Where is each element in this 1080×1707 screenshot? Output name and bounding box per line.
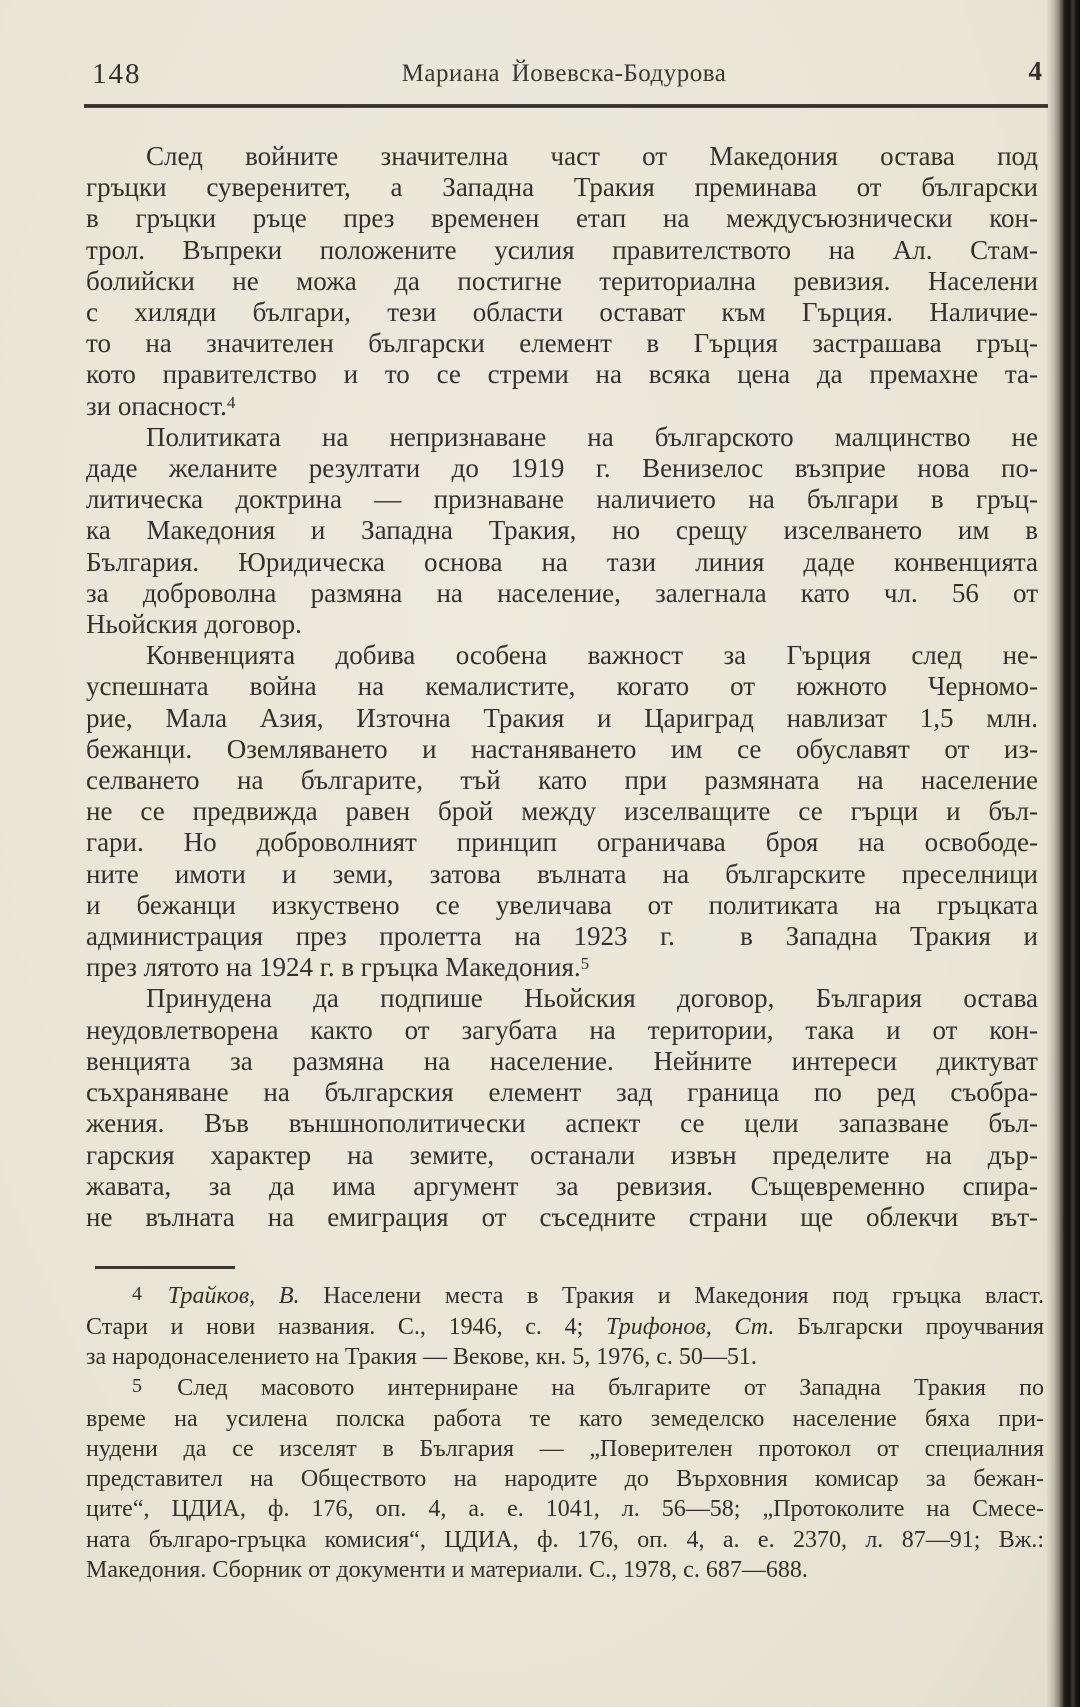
page-number: 148	[92, 58, 142, 90]
body-text-line: с хиляди българи, тези области остават към Гърция. Наличие-	[86, 297, 1038, 328]
corner-number: 4	[1028, 56, 1042, 86]
body-text-line: успешната война на кемалистите, когато от южното Черномо-	[86, 671, 1038, 702]
body-text-line: ните имоти и земи, затова вълната на българските преселници	[86, 858, 1038, 889]
body-text-line: гари. Но доброволният принцип ограничава броя на освободе-	[86, 827, 1038, 858]
body-text-line: неудовлетворена както от загубата на територии, така и от кон-	[86, 1014, 1038, 1045]
scan-right-edge-shadow	[1046, 0, 1080, 1707]
footnote-line: 5 След масовото интерниране на българите от Западна Тракия по	[132, 1374, 1044, 1401]
body-text-line: рие, Мала Азия, Източна Тракия и Цариград навлизат 1,5 млн.	[86, 702, 1038, 733]
footnote-reference: 5	[580, 954, 590, 974]
body-text-line: за доброволна размяна на население, залегнала като чл. 56 от	[86, 577, 1038, 608]
page-header	[86, 56, 1042, 94]
footnote-line: ната българо-гръцка комисия“, ЦДИА, ф. 176, оп. 4, а. е. 2370, л. 87—91; Вж.:	[86, 1526, 1044, 1553]
body-text-line: в гръцки ръце през временен етап на междусъюзнически кон-	[86, 203, 1038, 234]
body-text-line: не вълната на емиграция от съседните страни ще облекчи вът-	[86, 1201, 1038, 1232]
body-text-line: то на значителен български елемент в Гърция застрашава гръц-	[86, 328, 1038, 359]
body-text-line: гръцки суверенитет, а Западна Тракия преминава от български	[86, 172, 1038, 203]
body-text-line: болийски не можа да постигне териториална ревизия. Населени	[86, 265, 1038, 296]
footnote-number: 4	[132, 1283, 142, 1305]
body-text-line: не се предвижда равен брой между изселващите се гърци и бъл-	[86, 796, 1038, 827]
body-text-line: бежанци. Оземляването и настаняването им се обуславят от из-	[86, 733, 1038, 764]
footnote-separator	[95, 1266, 235, 1269]
header-rule	[84, 104, 1048, 108]
body-text-line: селването на българите, тъй като при размяната на население	[86, 765, 1038, 796]
body-text-line: венцията за размяна на население. Нейните интереси диктуват	[86, 1045, 1038, 1076]
footnote-line: ците“, ЦДИА, ф. 176, оп. 4, а. е. 1041, л. 56—58; „Протоколите на Смесе-	[86, 1496, 1044, 1523]
body-text-line: администрация през пролетта на 1923 г. в Западна Тракия и	[86, 921, 1038, 952]
body-text-line: Политиката на непризнаване на българското малцинство не	[146, 421, 1038, 452]
footnote-reference: 4	[226, 392, 236, 412]
body-text-line: жавата, за да има аргумент за ревизия. Същевременно спира-	[86, 1170, 1038, 1201]
body-text-line: литическа доктрина — признаване наличието на българи в гръц-	[86, 484, 1038, 515]
body-text-line: След войните значителна част от Македония остава под	[146, 141, 1038, 171]
footnote-line: нудени да се изселят в България — „Поверителен протокол от специалния	[86, 1436, 1044, 1463]
footnotes-section	[86, 1281, 1044, 1585]
body-text-line: жения. Във външнополитически аспект се цели запазване бъл-	[86, 1108, 1038, 1139]
footnote-line: Македония. Сборник от документи и материали. С., 1978, с. 687—688.	[86, 1556, 808, 1583]
body-text-line: през лятото на 1924 г. в гръцка Македония.$^5$	[86, 952, 590, 983]
body-text-line: и бежанци изкуствено се увеличава от политиката на гръцката	[86, 889, 1038, 920]
body-text-line: зи опасност.$^4$	[86, 390, 236, 421]
body-text-line: Ньойския договор.	[86, 609, 302, 640]
body-text-line: съхраняване на българския елемент зад граница по ред съобра-	[86, 1077, 1038, 1108]
body-text-line: България. Юридическа основа на тази линия даде конвенцията	[86, 546, 1038, 577]
running-title: Мариана Йовевска-Бодурова	[401, 60, 727, 87]
body-text-line: Конвенцията добива особена важност за Гърция след не-	[146, 640, 1038, 671]
body-text-line: кото правителство и то се стреми на всяка цена да премахне та-	[86, 359, 1038, 390]
footnote-line: 4 Трайков, В. Населени места в Тракия и Македония под гръцка власт.	[132, 1283, 1045, 1309]
footnote-line: представител на Обществото на народите до Върховния комисар за бежан-	[86, 1466, 1044, 1493]
footnote-line: време на усилена полска работа те като земеделско население бяха при-	[86, 1405, 1044, 1432]
body-text-line: гарския характер на земите, останали извън пределите на дър-	[86, 1139, 1038, 1170]
footnote-line: Стари и нови названия. С., 1946, с. 4; Трифонов, Ст. Български проучвания	[86, 1314, 1044, 1341]
body-text	[86, 141, 1038, 1233]
body-text-line: трол. Въпреки положените усилия правителството на Ал. Стам-	[86, 234, 1038, 265]
body-text-line: ка Македония и Западна Тракия, но срещу изселването им в	[86, 515, 1038, 546]
footnote-line: за народонаселението на Тракия — Векове, кн. 5, 1976, с. 50—51.	[86, 1344, 757, 1371]
body-text-line: даде желаните резултати до 1919 г. Венизелос възприе нова по-	[86, 453, 1038, 484]
body-text-line: Принудена да подпише Ньойския договор, България остава	[146, 983, 1038, 1014]
footnote-number: 5	[132, 1374, 142, 1397]
